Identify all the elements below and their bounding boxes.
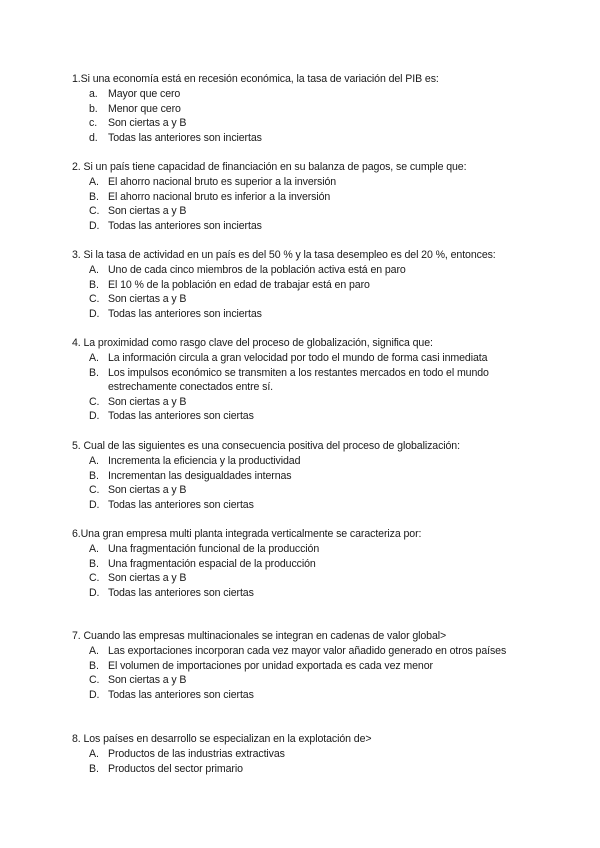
option-letter: A. xyxy=(89,645,99,657)
option-text: El 10 % de la población en edad de trabajar está en paro xyxy=(108,278,370,291)
question-8 xyxy=(72,732,552,776)
option-letter: B. xyxy=(89,278,99,291)
option-text: Todas las anteriores son inciertas xyxy=(108,219,262,232)
question-stem: 7. Cuando las empresas multinacionales se integran en cadenas de valor global> xyxy=(72,630,447,642)
option-letter: B. xyxy=(89,366,99,379)
option-item xyxy=(72,762,552,777)
option-text: Una fragmentación espacial de la producción xyxy=(108,557,316,570)
option-text: Todas las anteriores son ciertas xyxy=(108,410,254,423)
question-4 xyxy=(72,336,552,424)
option-text: La información circula a gran velocidad por todo el mundo de forma casi inmediata xyxy=(108,352,488,364)
question-3 xyxy=(72,248,552,321)
option-item xyxy=(72,557,552,572)
option-item xyxy=(72,204,552,219)
option-letter: B. xyxy=(89,557,99,570)
question-stem: 6.Una gran empresa multi planta integrada verticalmente se caracteriza por: xyxy=(72,528,422,540)
option-item xyxy=(72,409,552,424)
option-letter: C. xyxy=(89,205,100,218)
option-letter: C. xyxy=(89,484,100,497)
option-text: Incrementa la eficiencia y la productividad xyxy=(108,455,301,467)
option-letter: C. xyxy=(89,674,100,687)
option-letter: A. xyxy=(89,264,99,276)
question-stem: 4. La proximidad como rasgo clave del proceso de globalización, significa que: xyxy=(72,337,433,349)
option-text: Son ciertas a y B xyxy=(108,572,187,585)
option-list xyxy=(72,644,552,702)
option-item xyxy=(72,292,552,307)
option-text: Los impulsos económico se transmiten a los restantes mercados en todo el mundo estrechamente conectados entre sí. xyxy=(108,366,489,394)
option-letter: A. xyxy=(89,352,99,364)
option-letter: D. xyxy=(89,307,100,320)
option-list xyxy=(72,542,552,600)
option-list xyxy=(72,747,552,776)
question-stem: 5. Cual de las siguientes es una consecuencia positiva del proceso de globalización: xyxy=(72,440,460,452)
option-text: Las exportaciones incorporan cada vez mayor valor añadido generado en otros países xyxy=(108,645,507,657)
option-item xyxy=(72,307,552,322)
option-item xyxy=(72,102,552,117)
option-item xyxy=(72,278,552,293)
option-letter: D. xyxy=(89,688,100,701)
option-text: Menor que cero xyxy=(108,102,181,115)
option-item xyxy=(72,351,552,366)
option-text: Todas las anteriores son inciertas xyxy=(108,131,262,144)
option-item xyxy=(72,175,552,190)
option-item xyxy=(72,263,552,278)
option-letter: A. xyxy=(89,543,99,555)
option-text: Incrementan las desigualdades internas xyxy=(108,469,292,482)
question-7 xyxy=(72,629,552,702)
option-letter: A. xyxy=(89,176,99,188)
question-stem: 3. Si la tasa de actividad en un país es del 50 % y la tasa desempleo es del 20 %, entonces: xyxy=(72,249,496,261)
option-letter: B. xyxy=(89,659,99,672)
option-text: El ahorro nacional bruto es inferior a la inversión xyxy=(108,190,331,203)
option-text: Mayor que cero xyxy=(108,88,181,100)
option-letter: C. xyxy=(89,572,100,585)
option-list xyxy=(72,263,552,321)
option-list xyxy=(72,175,552,233)
question-6 xyxy=(72,527,552,600)
option-letter: B. xyxy=(89,190,99,203)
question-stem: 1.Si una economía está en recesión económica, la tasa de variación del PIB es: xyxy=(72,73,439,85)
option-item xyxy=(72,483,552,498)
option-item xyxy=(72,366,552,395)
question-stem: 8. Los países en desarrollo se especializan en la explotación de> xyxy=(72,733,372,745)
option-text: Son ciertas a y B xyxy=(108,205,187,218)
option-letter: C. xyxy=(89,293,100,306)
option-letter: c. xyxy=(89,117,98,130)
option-item xyxy=(72,469,552,484)
question-1 xyxy=(72,72,552,145)
option-item xyxy=(72,542,552,557)
option-letter: D. xyxy=(89,498,100,511)
option-text: El volumen de importaciones por unidad exportada es cada vez menor xyxy=(108,659,433,672)
option-letter: B. xyxy=(89,762,99,775)
option-letter: A. xyxy=(89,748,99,760)
option-item xyxy=(72,688,552,703)
option-text: Uno de cada cinco miembros de la población activa está en paro xyxy=(108,264,406,276)
option-letter: A. xyxy=(89,455,99,467)
option-item xyxy=(72,87,552,102)
question-5 xyxy=(72,439,552,512)
option-list xyxy=(72,454,552,512)
option-text: El ahorro nacional bruto es superior a la inversión xyxy=(108,176,337,188)
option-text: Todas las anteriores son ciertas xyxy=(108,498,254,511)
option-item xyxy=(72,586,552,601)
option-text: Son ciertas a y B xyxy=(108,395,187,408)
option-letter: C. xyxy=(89,395,100,408)
question-2 xyxy=(72,160,552,233)
option-item xyxy=(72,571,552,586)
option-letter: D. xyxy=(89,586,100,599)
option-item xyxy=(72,395,552,410)
option-item xyxy=(72,190,552,205)
option-item xyxy=(72,116,552,131)
option-item xyxy=(72,673,552,688)
option-text: Una fragmentación funcional de la producción xyxy=(108,543,320,555)
option-text: Son ciertas a y B xyxy=(108,293,187,306)
option-text: Todas las anteriores son ciertas xyxy=(108,688,254,701)
option-item xyxy=(72,747,552,762)
option-text: Productos de las industrias extractivas xyxy=(108,748,285,760)
option-item xyxy=(72,454,552,469)
option-text: Son ciertas a y B xyxy=(108,484,187,497)
option-item xyxy=(72,644,552,659)
option-text: Productos del sector primario xyxy=(108,762,243,775)
option-letter: b. xyxy=(89,102,98,115)
option-text: Son ciertas a y B xyxy=(108,674,187,687)
option-text: Son ciertas a y B xyxy=(108,117,187,130)
option-text: Todas las anteriores son ciertas xyxy=(108,586,254,599)
option-letter: D. xyxy=(89,410,100,423)
option-list xyxy=(72,351,552,424)
option-list xyxy=(72,87,552,145)
option-item xyxy=(72,131,552,146)
option-letter: d. xyxy=(89,131,98,144)
question-stem: 2. Si un país tiene capacidad de financiación en su balanza de pagos, se cumple que: xyxy=(72,161,467,173)
option-item xyxy=(72,498,552,513)
option-letter: B. xyxy=(89,469,99,482)
option-item xyxy=(72,219,552,234)
option-text: Todas las anteriores son inciertas xyxy=(108,307,262,320)
option-item xyxy=(72,659,552,674)
option-letter: D. xyxy=(89,219,100,232)
option-letter: a. xyxy=(89,88,98,100)
